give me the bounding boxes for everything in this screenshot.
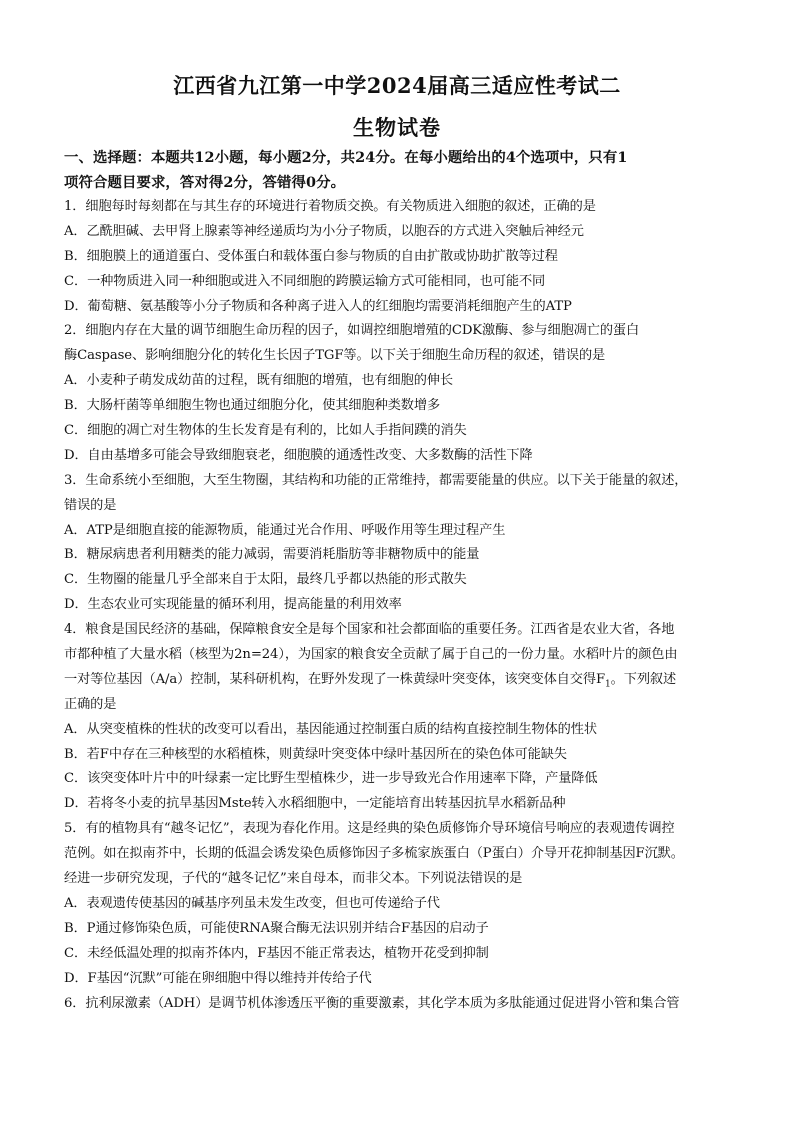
- question-stem: 3．生命系统小至细胞，大至生物圈，其结构和功能的正常维持，都需要能量的供应。以下关于能量的叙述，: [64, 472, 688, 488]
- stem-text: 一对等位基因（A/a）控制，某科研机构，在野外发现了一株黄绿叶突变体，该突变体自交得F: [64, 671, 605, 687]
- question-3: [64, 469, 734, 618]
- question-stem-cont: 酶Caspase、影响细胞分化的转化生长因子TGF等。以下关于细胞生命历程的叙述，错误的是: [64, 348, 606, 364]
- option-d: D．自由基增多可能会导致细胞衰老，细胞膜的通透性改变、大多数酶的活性下降: [64, 447, 533, 463]
- question-stem: 2．细胞内存在大量的调节细胞生命历程的因子，如调控细胞增殖的CDK激酶、参与细胞凋亡的蛋白: [64, 323, 640, 339]
- option-d: D．生态农业可实现能量的循环利用，提高能量的利用效率: [64, 597, 402, 613]
- question-stem-cont: 市都种植了大量水稻（核型为2n=24），为国家的粮食安全贡献了属于自己的一份力量。水稻叶片的颜色由: [64, 647, 678, 663]
- option-d: D．若将冬小麦的抗旱基因Mste转入水稻细胞中，一定能培育出转基因抗旱水稻新品种: [64, 796, 566, 812]
- question-4: [64, 618, 734, 817]
- option-a: A．ATP是细胞直接的能源物质，能通过光合作用、呼吸作用等生理过程产生: [64, 522, 506, 538]
- question-stem-cont: 范例。如在拟南芥中，长期的低温会诱发染色质修饰因子多梳家族蛋白（P蛋白）介导开花抑制基因F沉默。: [64, 846, 684, 862]
- option-b: B．若F中存在三种核型的水稻植株，则黄绿叶突变体中绿叶基因所在的染色体可能缺失: [64, 746, 567, 762]
- question-stem: 4．粮食是国民经济的基础，保障粮食安全是每个国家和社会都面临的重要任务。江西省是农业大省，各地: [64, 622, 675, 638]
- option-b: B．细胞膜上的通道蛋白、受体蛋白和载体蛋白参与物质的自由扩散或协助扩散等过程: [64, 248, 558, 264]
- question-stem-cont: 错误的是: [64, 497, 117, 513]
- question-stem: 1．细胞每时每刻都在与其生存的环境进行着物质交换。有关物质进入细胞的叙述，正确的是: [64, 199, 596, 214]
- question-stem-cont: [64, 668, 734, 693]
- subject-title: 生物试卷: [353, 115, 441, 140]
- option-c: C．未经低温处理的拟南芥体内，F基因不能正常表达，植物开花受到抑制: [64, 945, 489, 961]
- stem-tail: 。下列叙述: [610, 671, 677, 687]
- subscript: 1: [605, 679, 611, 690]
- section-heading-line-1: 一、选择题：本题共12小题，每小题2分，共24分。在每小题给出的4个选项中，只有1: [64, 149, 628, 166]
- question-stem: 5．有的植物具有“越冬记忆”，表现为春化作用。这是经典的染色质修饰介导环境信号响应的表观遗传调控: [64, 821, 675, 837]
- question-stem-cont: 经进一步研究发现，子代的“越冬记忆”来自母本，而非父本。下列说法错误的是: [64, 871, 523, 887]
- question-5: [64, 817, 734, 991]
- section-heading: [64, 145, 734, 195]
- exam-content: [64, 145, 734, 1016]
- exam-title: 江西省九江第一中学2024届高三适应性考试二: [173, 73, 621, 98]
- question-6: [64, 992, 734, 1017]
- option-d: D．葡萄糖、氨基酸等小分子物质和各种离子进入人的红细胞均需要消耗细胞产生的ATP: [64, 298, 572, 314]
- question-stem-cont: 正确的是: [64, 696, 117, 712]
- question-1: [64, 195, 734, 319]
- option-c: C．生物圈的能量几乎全部来自于太阳，最终几乎都以热能的形式散失: [64, 572, 467, 588]
- option-a: A．表观遗传使基因的碱基序列虽未发生改变，但也可传递给子代: [64, 895, 440, 911]
- question-2: [64, 319, 734, 468]
- option-a: A．从突变植株的性状的改变可以看出，基因能通过控制蛋白质的结构直接控制生物体的性状: [64, 721, 597, 737]
- section-heading-line-2: 项符合题目要求，答对得2分，答错得0分。: [64, 174, 346, 191]
- option-a: A．乙酰胆碱、去甲肾上腺素等神经递质均为小分子物质，以胞吞的方式进入突触后神经元: [64, 223, 584, 239]
- option-a: A．小麦种子萌发成幼苗的过程，既有细胞的增殖，也有细胞的伸长: [64, 373, 453, 389]
- option-c: C．细胞的凋亡对生物体的生长发育是有利的，比如人手指间蹼的消失: [64, 423, 467, 439]
- option-b: B．糖尿病患者利用糖类的能力减弱，需要消耗脂肪等非糖物质中的能量: [64, 547, 480, 563]
- option-b: B．大肠杆菌等单细胞生物也通过细胞分化，使其细胞种类数增多: [64, 398, 441, 414]
- option-b: B．P通过修饰染色质，可能使RNA聚合酶无法识别并结合F基因的启动子: [64, 920, 489, 936]
- option-d: D．F基因“沉默”可能在卵细胞中得以维持并传给子代: [64, 970, 372, 986]
- option-c: C．该突变体叶片中的叶绿素一定比野生型植株少，进一步导致光合作用速率下降，产量降低: [64, 771, 598, 787]
- question-stem: 6．抗利尿激素（ADH）是调节机体渗透压平衡的重要激素，其化学本质为多肽能通过促进肾小管和集合管: [64, 995, 680, 1011]
- option-c: C．一种物质进入同一种细胞或进入不同细胞的跨膜运输方式可能相同，也可能不同: [64, 273, 546, 289]
